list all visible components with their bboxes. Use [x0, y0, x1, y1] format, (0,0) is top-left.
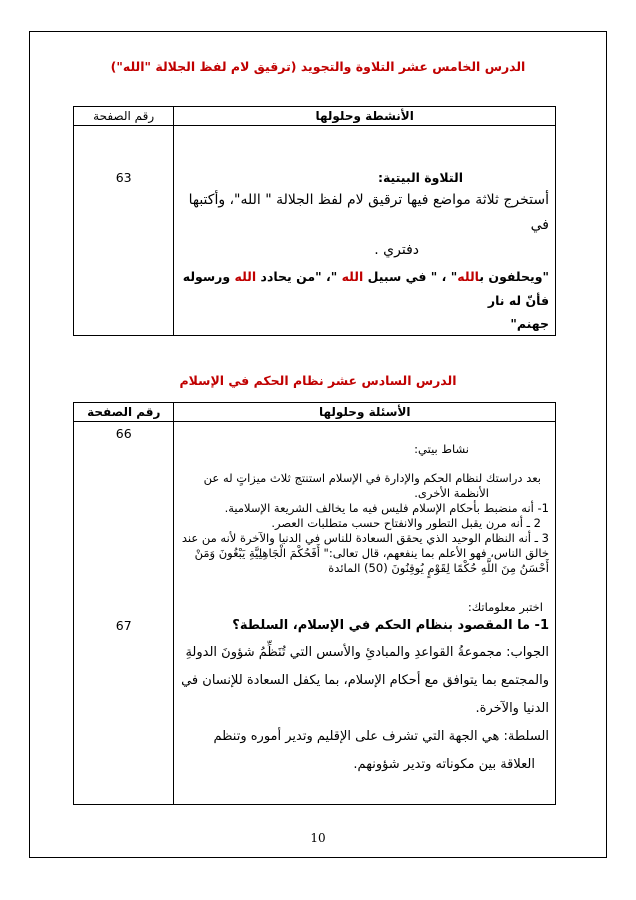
page-cell [74, 422, 174, 805]
authority-definition-line2: العلاقة بين مكوناته وتدير شؤونهم. [353, 757, 535, 772]
header-page: رقم الصفحة [74, 403, 174, 422]
quran-examples-end: جهنم" [510, 316, 549, 331]
instruction-line2: دفتري . [374, 242, 419, 258]
answer-3-line2: خالق الناس، فهو الأعلم بما ينفعهم، قال تعالى:" أَفَحُكْمَ الْجَاهِلِيَّةِ يَبْغُونَ وَمَنْ [194, 546, 549, 560]
header-activities: الأنشطة وحلولها [174, 107, 556, 126]
answer-3-line1: 3 ـ أنه النظام الوحيد الذي يحقق السعادة للناس في الدنيا والآخرة لأنه من عند [181, 531, 549, 545]
question-1-line2: الأنظمة الأخرى. [414, 486, 489, 500]
lesson16-content-cell [174, 422, 556, 805]
lesson15-table [73, 106, 556, 336]
instruction-line1: أستخرج ثلاثة مواضع فيها ترقيق لام لفظ الجلالة " الله"، وأكتبها في [188, 192, 549, 233]
page-number: 63 [115, 170, 132, 185]
test-knowledge-label: اختبر معلوماتك: [467, 600, 543, 614]
home-activity-label: نشاط بيتي: [414, 442, 469, 456]
quote-part: ورسوله فأنّ له نار [182, 269, 549, 308]
authority-definition-line1: السلطة: هي الجهة التي تشرف على الإقليم وتدير أموره وتنظم [213, 729, 549, 744]
page-cell [74, 126, 174, 336]
lesson16-title: الدرس السادس عشر نظام الحكم في الإسلام [179, 373, 457, 388]
header-page: رقم الصفحة [74, 107, 174, 126]
home-recitation-heading: التلاوة البيتية: [377, 170, 463, 185]
lesson16-table [73, 402, 556, 805]
answer-definition-line1: الجواب: مجموعةُ القواعدِ والمبادئِ والأسس التي تُنَظِّمُ شؤونَ الدولةِ [185, 645, 549, 660]
question-1-line1: بعد دراستك لنظام الحكم والإدارة في الإسلام استنتج ثلاث ميزاتٍ له عن [203, 471, 541, 485]
quote-part: "، "من يحادد [256, 269, 342, 284]
quran-examples [180, 265, 549, 313]
answer-3-line3: أَحْسَنُ مِنَ اللَّهِ حُكْمًا لِقَوْمٍ يُوقِنُونَ (50) المائدة [328, 561, 549, 575]
quote-part: " ، " في سبيل [363, 269, 458, 284]
quote-part: "ويحلفون ب [479, 269, 549, 284]
highlight-allah: الله [341, 269, 364, 284]
page-number-67: 67 [115, 618, 132, 633]
header-questions: الأسئلة وحلولها [174, 403, 556, 422]
footer-page-number: 10 [310, 831, 326, 845]
highlight-allah: الله [457, 269, 480, 284]
page-number-66: 66 [115, 426, 132, 441]
answer-definition-line2: والمجتمع بما يتوافق مع أحكام الإسلام، بما يكفل السعادة للإنسان في [181, 673, 549, 688]
highlight-allah: الله [234, 269, 257, 284]
answer-2: 2 ـ أنه مرن يقبل التطور والانفتاح حسب متطلبات العصر. [271, 516, 541, 530]
lesson15-content-cell [174, 126, 556, 336]
lesson15-title: الدرس الخامس عشر التلاوة والتجويد (ترقيق لام لفظ الجلالة "الله") [110, 59, 526, 74]
question-2: 1- ما المقصود بنظام الحكم في الإسلام، السلطة؟ [232, 618, 549, 633]
answer-definition-line3: الدنيا والآخرة. [475, 701, 549, 716]
answer-1: 1- أنه منضبط بأحكام الإسلام فليس فيه ما يخالف الشريعة الإسلامية. [224, 501, 549, 515]
